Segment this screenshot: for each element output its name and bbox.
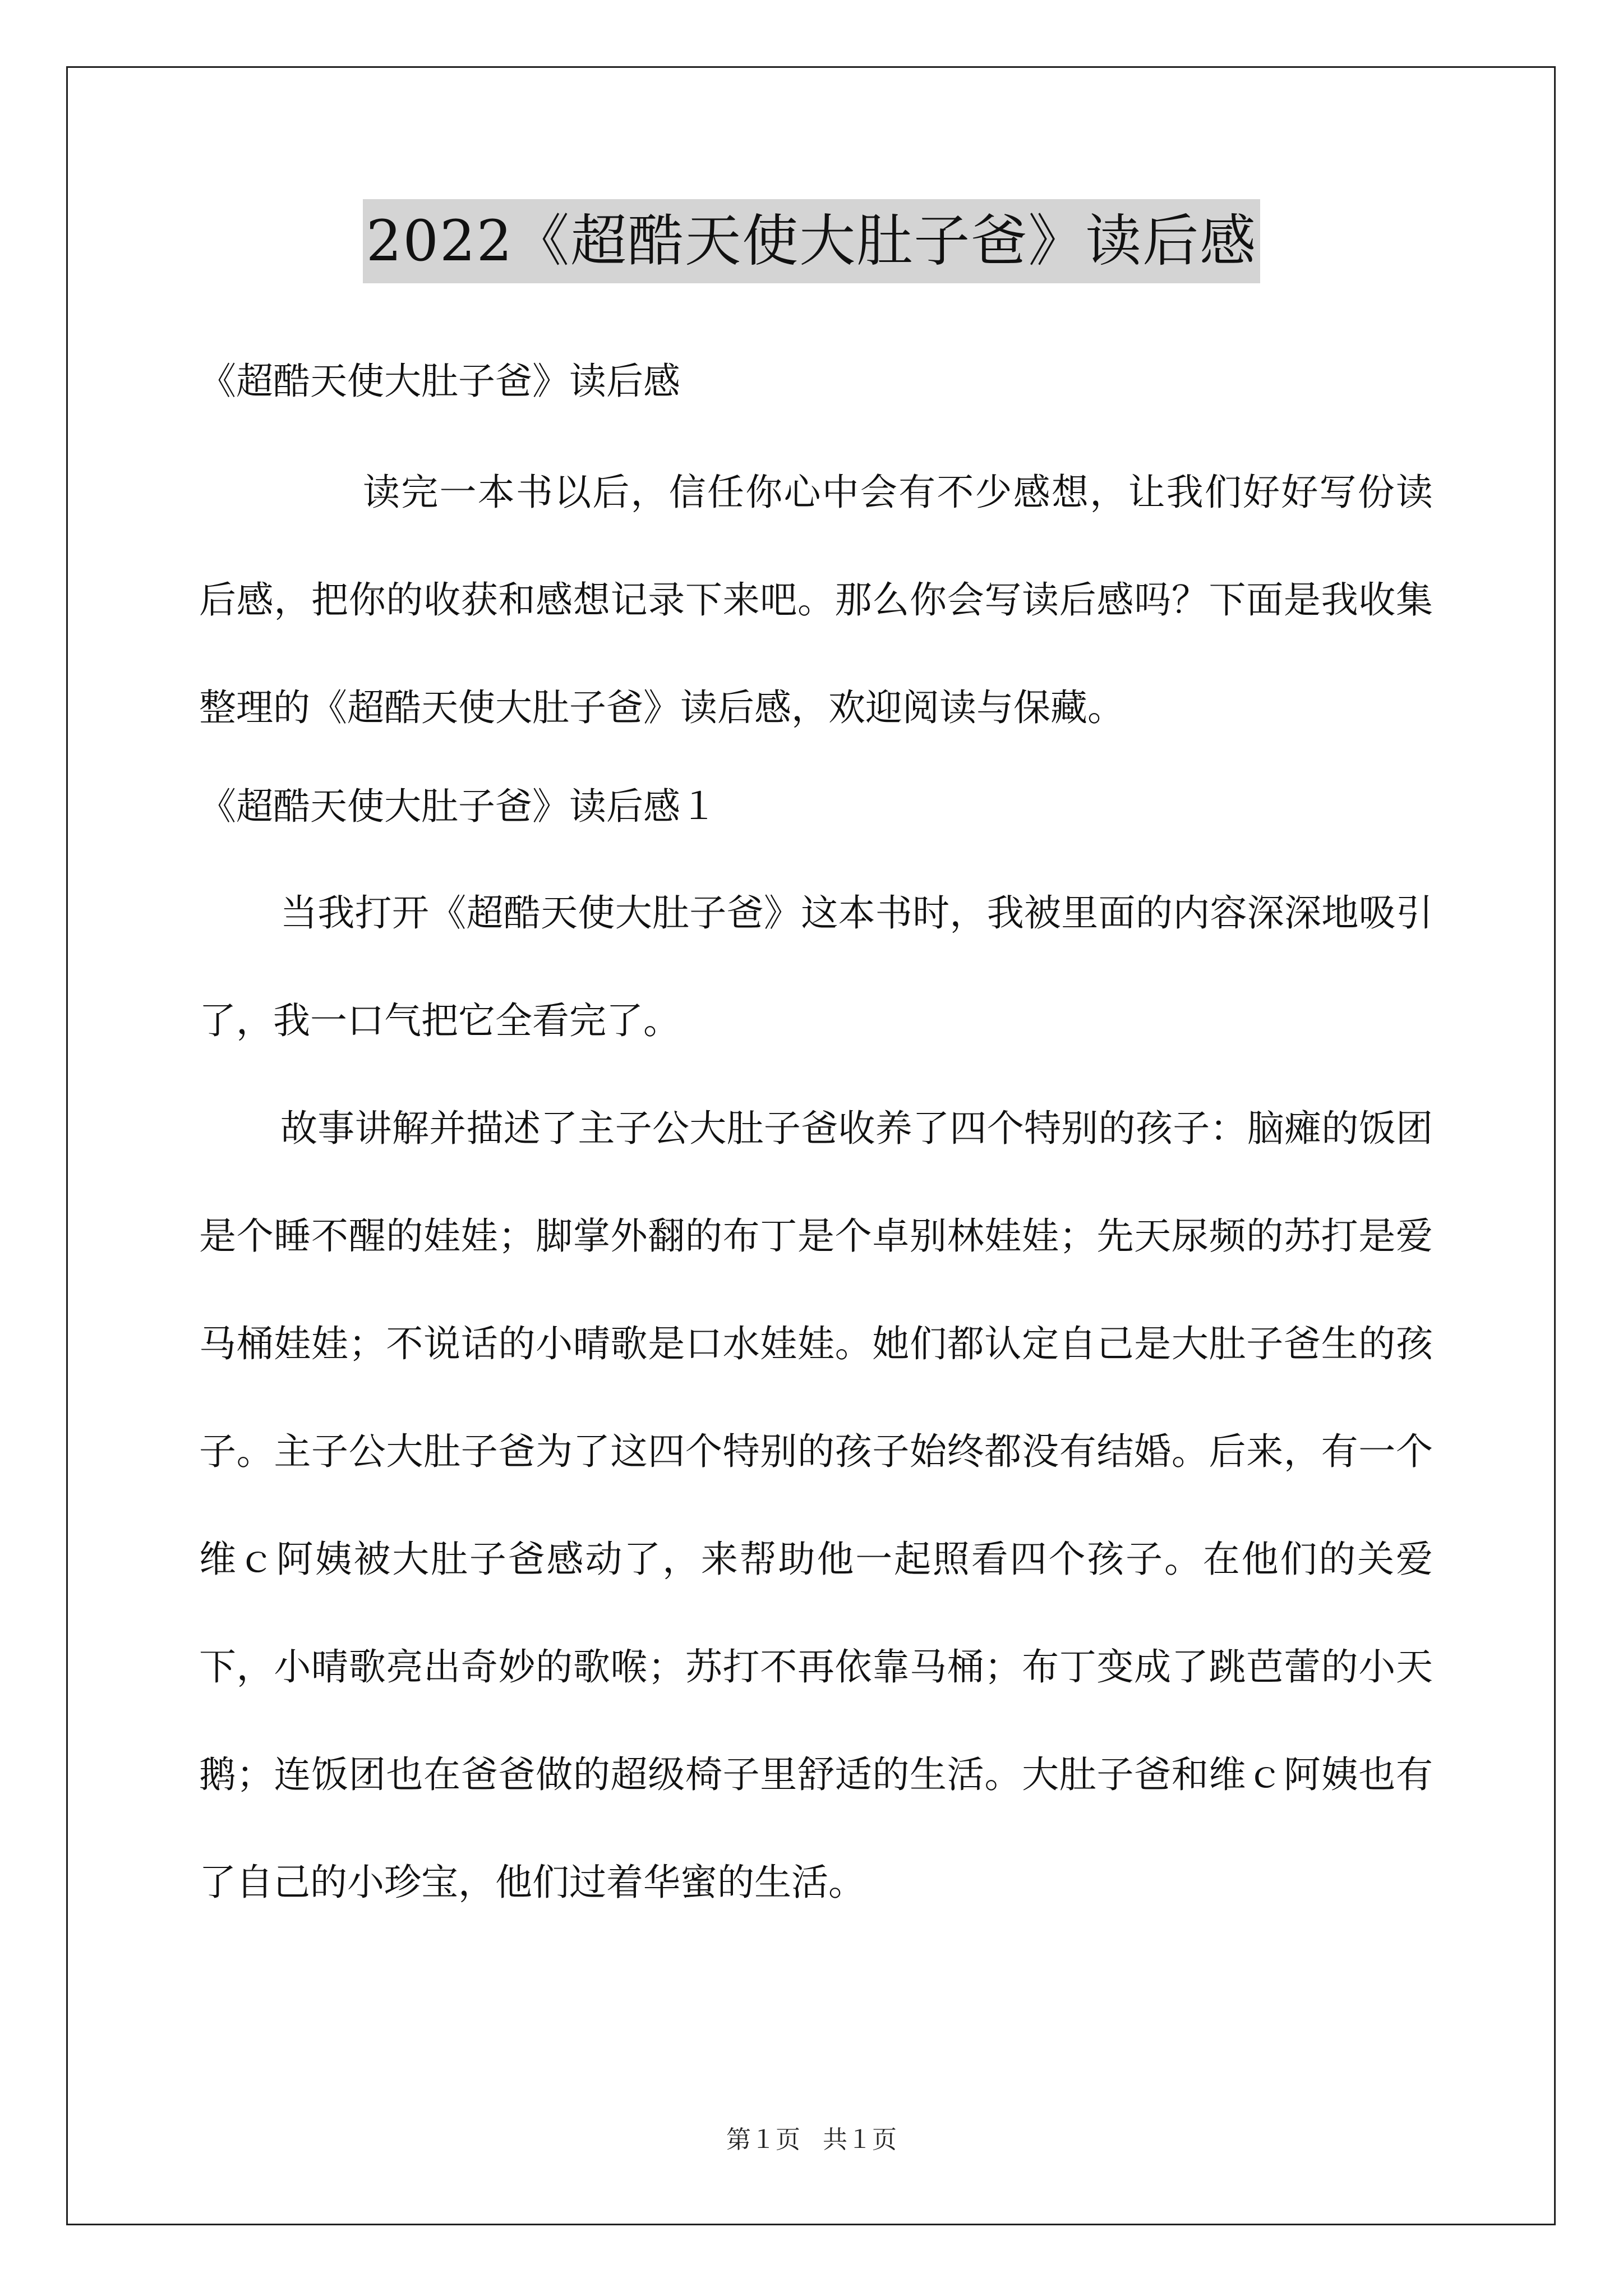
body-paragraph-1: 当我打开《超酷天使大肚子爸》这本书时，我被里面的内容深深地吸引了，我一口气把它全看完了。 (199, 891, 1433, 1042)
title-container (0, 199, 1623, 283)
page-number: 第１页 (726, 2125, 800, 2154)
section-heading: 《超酷天使大肚子爸》读后感１ (199, 785, 717, 828)
page-footer (0, 2123, 1623, 2157)
document-subtitle: 《超酷天使大肚子爸》读后感 (199, 360, 680, 403)
intro-paragraph: 读完一本书以后，信任你心中会有不少感想，让我们好好写份读后感，把你的收获和感想记录下来吧。那么你会写读后感吗？下面是我收集整理的《超酷天使大肚子爸》读后感，欢迎阅读与保藏。 (199, 471, 1433, 729)
document-title: 2022《超酷天使大肚子爸》读后感 (363, 199, 1261, 283)
page-total: 共１页 (823, 2125, 897, 2154)
body-paragraph-2: 故事讲解并描述了主子公大肚子爸收养了四个特别的孩子：脑瘫的饭团是个睡不醒的娃娃；脚掌外翻的布丁是个卓别林娃娃；先天尿频的苏打是爱马桶娃娃；不说话的小晴歌是口水娃娃。她们都认定自己是大肚子爸生的孩子。主子公大肚子爸为了这四个特别的孩子始终都没有结婚。后来，有一个维ｃ阿姨被大肚子爸感动了，来帮助他一起照看四个孩子。在他们的关爱下，小晴歌亮出奇妙的歌喉；苏打不再依靠马桶；布丁变成了跳芭蕾的小天鹅；连饭团也在爸爸做的超级椅子里舒适的生活。大肚子爸和维ｃ阿姨也有了自己的小珍宝，他们过着华蜜的生活。 (199, 1107, 1433, 1904)
